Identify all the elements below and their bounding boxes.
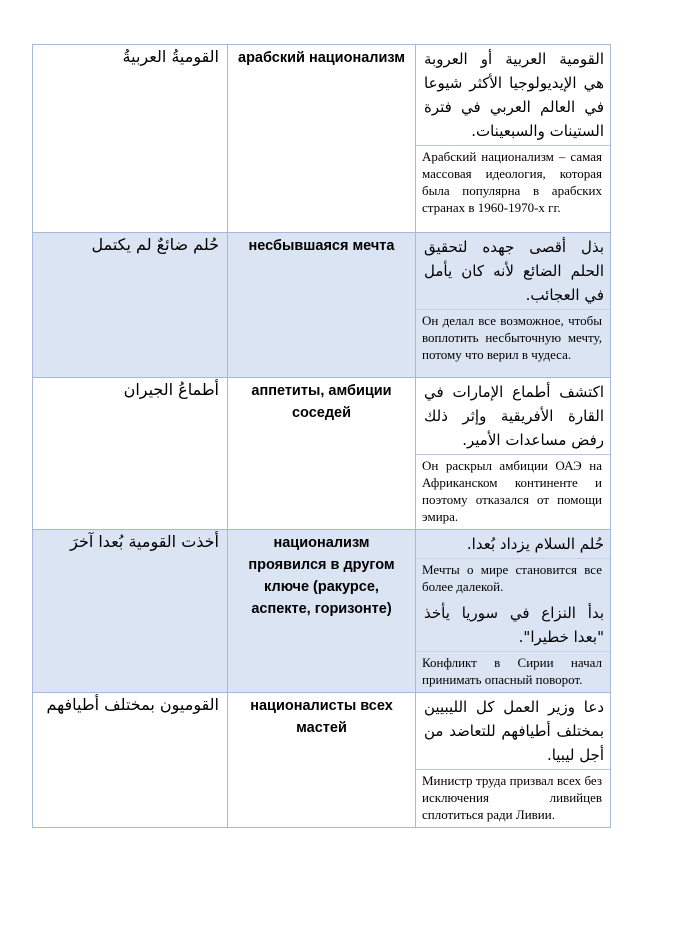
table-row <box>33 693 611 828</box>
arabic-term-cell <box>33 378 228 530</box>
russian-translation: Арабский национализм – самая массовая идеология, которая была популярна в арабских странах в 1960-1970-х гг. <box>416 145 610 220</box>
vocabulary-page <box>32 44 610 828</box>
arabic-term-cell <box>33 45 228 233</box>
russian-term-cell <box>228 233 416 378</box>
table-row <box>33 530 611 693</box>
arabic-term: أطماعُ الجيران <box>123 380 219 399</box>
russian-translation: Конфликт в Сирии начал принимать опасный поворот. <box>416 651 610 692</box>
arabic-term-cell <box>33 233 228 378</box>
russian-term: национализм проявился в другом ключе (ракурсе, аспекте, горизонте) <box>248 535 395 617</box>
russian-term: аппетиты, амбиции соседей <box>251 383 392 421</box>
arabic-example: القومية العربية أو العروبة هي الإيديولوجيا الأكثر شيوعا في العالم العربي في فترة الستينات والسبعينات. <box>424 50 604 140</box>
arabic-example: دعا وزير العمل كل الليبيين بمختلف أطيافهم للتعاضد من أجل ليبيا. <box>424 698 604 764</box>
arabic-term-cell <box>33 530 228 693</box>
table-row <box>33 233 611 378</box>
table-row <box>33 45 611 233</box>
arabic-example: بدأ النزاع في سوريا يأخذ "بعدا خطيرا". <box>424 604 604 646</box>
russian-term: арабский национализм <box>238 50 405 66</box>
example-cell <box>416 233 611 378</box>
russian-translation: Он делал все возможное, чтобы воплотить несбыточную мечту, потому что верил в чудеса. <box>416 309 610 367</box>
russian-translation: Он раскрыл амбиции ОАЭ на Африканском континенте и поэтому отказался от помощи эмира. <box>416 454 610 529</box>
arabic-example: اكتشف أطماع الإمارات في القارة الأفريقية وإثر ذلك رفض مساعدات الأمير. <box>424 383 604 449</box>
arabic-term: القوميون بمختلف أطيافهم <box>46 695 219 714</box>
russian-term-cell <box>228 693 416 828</box>
example-cell <box>416 378 611 530</box>
russian-term-cell <box>228 530 416 693</box>
vocabulary-table <box>32 44 611 828</box>
example-cell <box>416 530 611 693</box>
arabic-example: حُلم السلام يزداد بُعدا. <box>466 535 604 553</box>
russian-term-cell <box>228 45 416 233</box>
arabic-term: القوميةُ العربيةُ <box>122 47 219 66</box>
arabic-example: بذل أقصى جهده لتحقيق الحلم الضائع لأنه كان يأمل في العجائب. <box>424 238 604 304</box>
russian-term: несбывшаяся мечта <box>248 238 395 254</box>
russian-translation: Мечты о мире становится все более далекой. <box>416 558 610 599</box>
russian-term-cell <box>228 378 416 530</box>
table-row <box>33 378 611 530</box>
arabic-term: أخذت القومية بُعدا آخرَ <box>70 532 219 551</box>
arabic-term: حُلم ضائعٌ لم يكتمل <box>91 235 219 254</box>
example-cell <box>416 45 611 233</box>
russian-term: националисты всех мастей <box>250 698 393 736</box>
russian-translation: Министр труда призвал всех без исключения ливийцев сплотиться ради Ливии. <box>416 769 610 827</box>
example-cell <box>416 693 611 828</box>
arabic-term-cell <box>33 693 228 828</box>
